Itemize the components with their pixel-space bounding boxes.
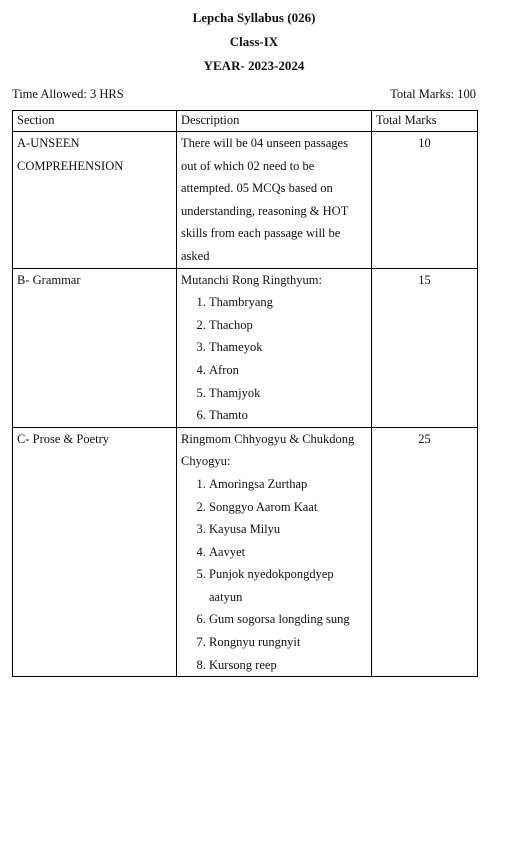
description-intro: Ringmom Chhyogyu & Chukdong Chyogyu: — [181, 431, 355, 469]
list-item: 1. Amoringsa Zurthap — [209, 473, 367, 496]
year-label: YEAR- 2023-2024 — [203, 58, 305, 73]
time-allowed: Time Allowed: 3 HRS — [12, 87, 124, 101]
total-marks: Total Marks: 100 — [390, 87, 476, 101]
description-cell — [177, 427, 372, 677]
section-cell: C- Prose & Poetry — [13, 427, 177, 677]
description-cell — [177, 268, 372, 427]
table-row — [13, 132, 478, 269]
list-item: 6. Thamto — [209, 404, 367, 427]
marks-cell: 25 — [372, 427, 478, 677]
table-row — [13, 427, 478, 677]
description-intro: Mutanchi Rong Ringthyum: — [181, 272, 322, 287]
syllabus-title: Lepcha Syllabus (026) — [192, 10, 316, 25]
list-item: 3. Thameyok — [209, 336, 367, 359]
class-label: Class-IX — [229, 34, 279, 49]
list-item: 8. Kursong reep — [209, 654, 367, 677]
topic-list — [181, 291, 367, 427]
list-item: 2. Thachop — [209, 314, 367, 337]
section-cell: A-UNSEEN COMPREHENSION — [13, 132, 177, 269]
list-item: 4. Aavyet — [209, 541, 367, 564]
marks-cell: 10 — [372, 132, 478, 269]
marks-cell: 15 — [372, 268, 478, 427]
list-item: 6. Gum sogorsa longding sung — [209, 608, 367, 631]
list-item: 2. Songgyo Aarom Kaat — [209, 496, 367, 519]
list-item: 5. Punjok nyedokpongdyep aatyun — [209, 563, 367, 608]
list-item: 4. Afron — [209, 359, 367, 382]
table-row — [13, 268, 478, 427]
section-cell: B- Grammar — [13, 268, 177, 427]
list-item: 5. Thamjyok — [209, 382, 367, 405]
table-header-row — [13, 111, 478, 132]
description-cell: There will be 04 unseen passages out of which 02 need to be attempted. 05 MCQs based on understanding, reasoning & HOT skills from each passage will be asked — [177, 132, 372, 269]
list-item: 3. Kayusa Milyu — [209, 518, 367, 541]
column-header-marks: Total Marks — [372, 111, 478, 132]
document-header — [0, 7, 508, 79]
syllabus-table — [12, 110, 478, 677]
list-item: 1. Thambryang — [209, 291, 367, 314]
column-header-description: Description — [177, 111, 372, 132]
topic-list — [181, 473, 367, 676]
list-item: 7. Rongnyu rungnyit — [209, 631, 367, 654]
column-header-section: Section — [13, 111, 177, 132]
